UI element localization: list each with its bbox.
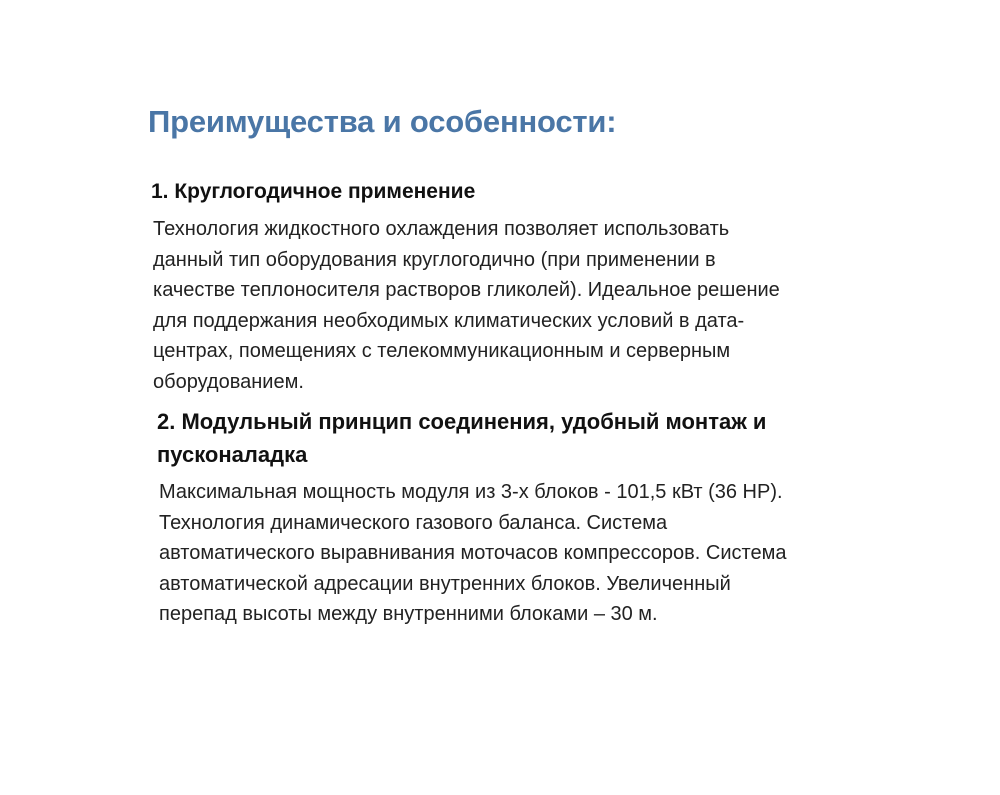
body-line: перепад высоты между внутренними блоками – 30 м. (159, 603, 658, 625)
body-line: оборудованием. (153, 370, 304, 393)
section-body (153, 214, 871, 397)
body-line: центрах, помещениях с телекоммуникационным и серверным (153, 340, 731, 362)
section-body (159, 477, 887, 630)
body-line: Технология динамического газового баланса. Система (159, 511, 668, 534)
section-year-round (151, 176, 871, 397)
body-line: данный тип оборудования круглогодично (при применении в (153, 248, 716, 271)
body-line: для поддержания необходимых климатических условий в дата- (153, 309, 745, 332)
section-heading (157, 405, 887, 471)
page-title: Преимущества и особенности: (148, 104, 617, 139)
section-heading: 1. Круглогодичное применение (151, 180, 476, 203)
body-line: автоматического выравнивания моточасов компрессоров. Система (159, 542, 787, 564)
heading-line: 2. Модульный принцип соединения, удобный монтаж и (157, 409, 767, 434)
body-line: Технология жидкостного охлаждения позволяет использовать (153, 218, 730, 240)
heading-line: пусконаладка (157, 442, 308, 467)
body-line: автоматической адресации внутренних блоков. Увеличенный (159, 572, 731, 595)
section-modular (157, 405, 887, 630)
body-line: Максимальная мощность модуля из 3-х блоков - 101,5 кВт (36 HP). (159, 481, 783, 503)
body-line: качестве теплоносителя растворов гликолей). Идеальное решение (153, 279, 780, 301)
